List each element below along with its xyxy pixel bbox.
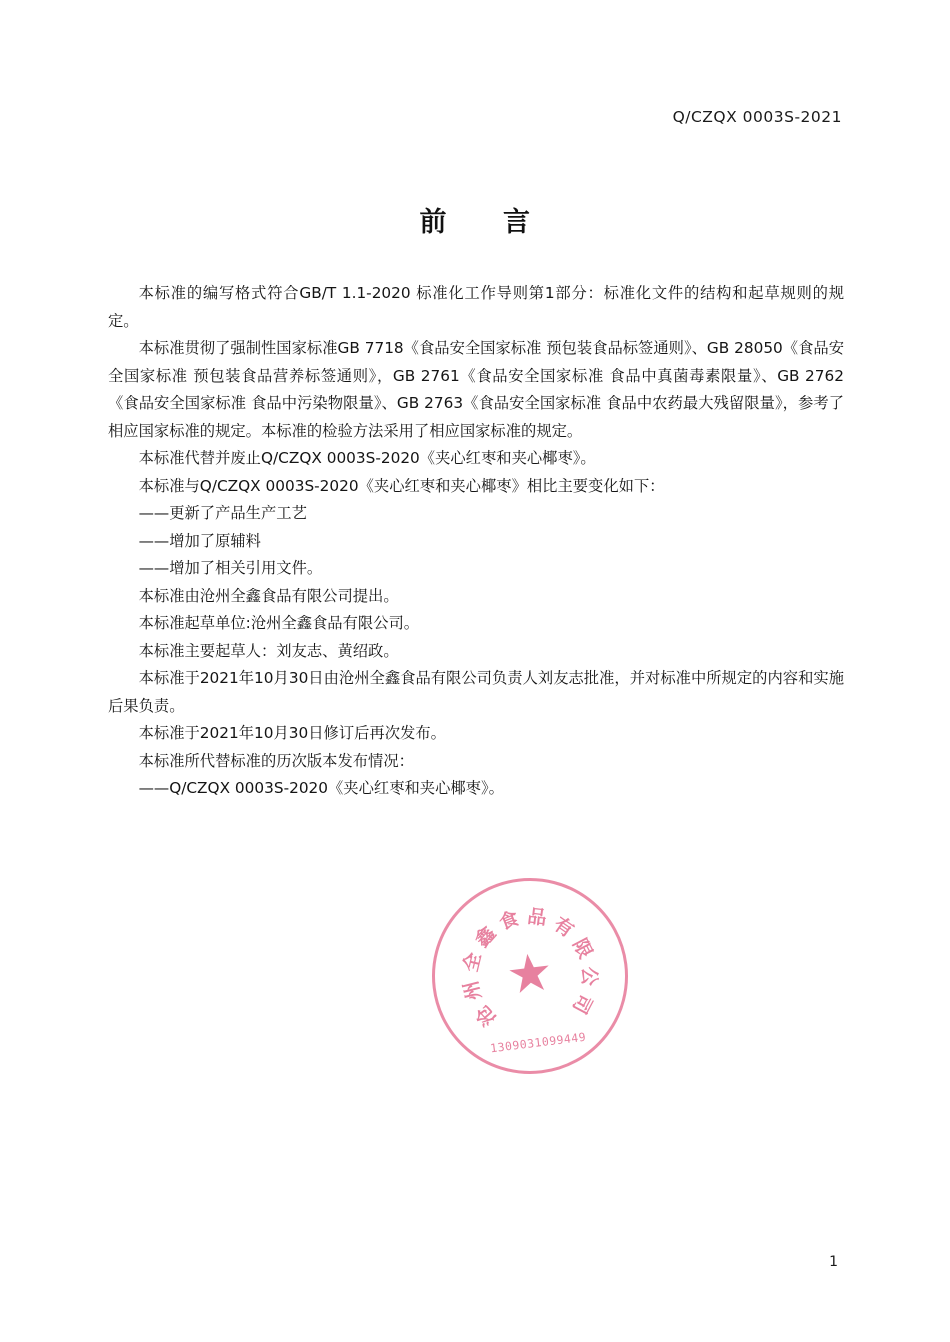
seal-arc-char: 限 — [568, 935, 597, 963]
seal-arc-char: 沧 — [471, 1001, 501, 1030]
paragraph: 本标准于2021年10月30日由沧州全鑫食品有限公司负责人刘友志批准，并对标准中所规定的内容和实施后果负责。 — [108, 669, 844, 715]
title-char-2: 言 — [503, 207, 531, 238]
seal-arc-char: 食 — [496, 907, 522, 935]
seal-arc-char: 州 — [459, 978, 486, 1003]
seal-arc-char: 司 — [567, 990, 597, 1018]
page-title — [0, 200, 950, 239]
company-seal-stamp — [421, 867, 639, 1085]
title-char-1: 前 — [419, 207, 447, 238]
paragraph: 本标准代替并废止Q/CZQX 0003S-2020《夹心红枣和夹心椰枣》。 — [138, 449, 596, 467]
seal-arc-char: 全 — [459, 950, 486, 974]
paragraph: 本标准于2021年10月30日修订后再次发布。 — [138, 724, 446, 742]
paragraph: 本标准由沧州全鑫食品有限公司提出。 — [138, 586, 399, 605]
standard-code-header: Q/CZQX 0003S-2021 — [672, 108, 842, 126]
paragraph: 本标准的编写格式符合GB/T 1.1-2020 标准化工作导则第1部分：标准化文件的结构和起草规则的规定。 — [108, 284, 844, 330]
seal-arc-char: 品 — [526, 905, 548, 930]
paragraph: 本标准起草单位:沧州全鑫食品有限公司。 — [138, 614, 420, 632]
previous-version-item: ——Q/CZQX 0003S-2020《夹心红枣和夹心椰枣》。 — [138, 779, 504, 797]
paragraph: 本标准所代替标准的历次版本发布情况： — [138, 751, 414, 770]
seal-arc-char: 有 — [549, 913, 578, 942]
change-item: ——增加了原辅料 — [138, 531, 261, 550]
paragraph: 本标准主要起草人：刘友志、黄绍政。 — [138, 641, 399, 660]
change-item: ——增加了相关引用文件。 — [138, 559, 323, 577]
change-item: ——更新了产品生产工艺 — [138, 504, 307, 522]
paragraph: 本标准与Q/CZQX 0003S-2020《夹心红枣和夹心椰枣》相比主要变化如下： — [138, 476, 665, 495]
seal-code: 1309031099449 — [489, 1029, 587, 1056]
page-number: 1 — [829, 1254, 838, 1270]
foreword-body — [108, 280, 844, 803]
seal-arc-char: 鑫 — [471, 922, 501, 952]
paragraph: 本标准贯彻了强制性国家标准GB 7718《食品安全国家标准 预包装食品标签通则》、GB 28050《食品安全国家标准 预包装食品营养标签通则》，GB 2761《食品安全国家标准 食品中真菌毒素限量》、GB 2762《食品安全国家标准 食品中污染物限量》、GB 2763《食品安全国家标准 食品中农药最大残留限量》，参考了相应国家标准的规定。本标准的检验方法采用了相应国家标准的规定。 — [108, 339, 844, 440]
seal-arc-char: 公 — [577, 966, 601, 986]
star-icon — [505, 949, 554, 998]
